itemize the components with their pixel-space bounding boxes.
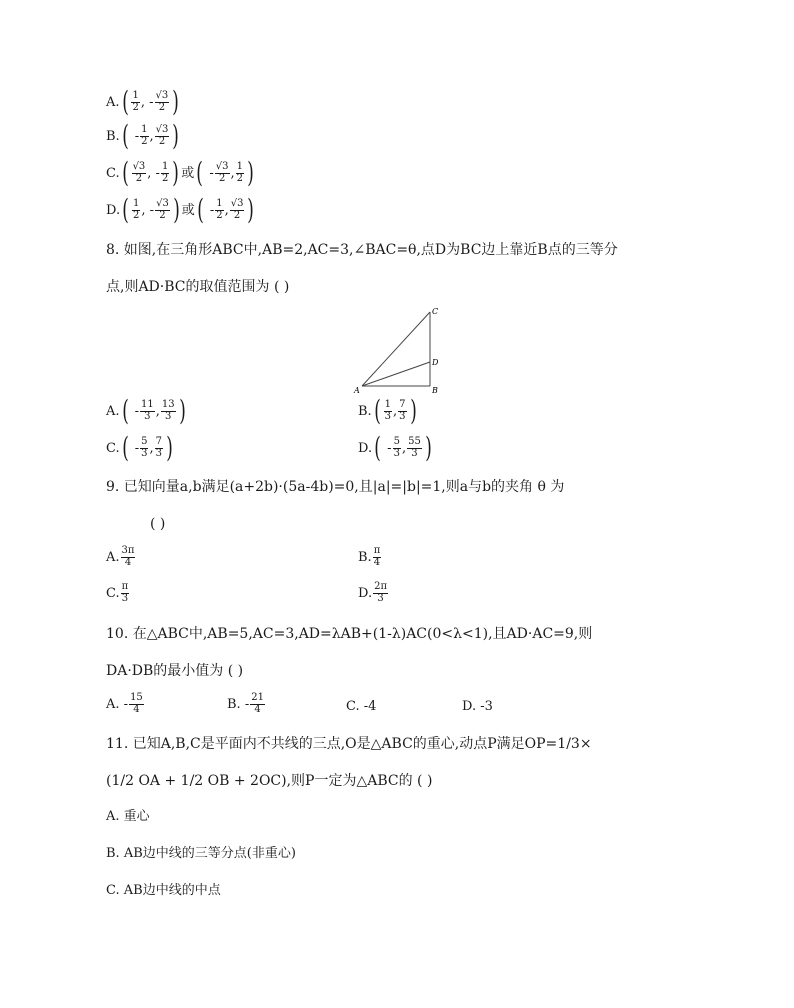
option-label: C. — [106, 883, 120, 898]
q10-stem-line1: 10. 在△ABC中,AB=5,AC=3,AD=λAB+(1-λ)AC(0<λ<1),且AD·AC=9,则 — [106, 626, 593, 642]
paren: ) — [247, 156, 254, 189]
q7-option-d: D. ( $\frac{1}{2}$ , - $\frac{√3}{2}$ ) 或 ( - $\frac{1}{2}$ , $\frac{√3}{2}$ ) — [106, 193, 255, 226]
q7-option-c: C. ( $\frac{√3}{2}$ , - $\frac{1}{2}$ ) 或 ( - $\frac{√3}{2}$ , $\frac{1}{2}$ ) — [106, 156, 254, 189]
q10-option-b: B. - $\frac{21}{4}$ — [227, 692, 264, 715]
label-d: D — [432, 358, 439, 367]
fraction: $\frac{√3}{2}$ — [155, 124, 169, 147]
option-label: C. — [346, 699, 360, 714]
option-value: -3 — [480, 699, 493, 714]
label-b: B — [432, 386, 438, 394]
q8-option-d: D. ( - $\frac{5}{3}$ , $\frac{55}{3}$ ) — [358, 431, 432, 464]
fraction: $\frac{1}{3}$ — [384, 399, 391, 422]
label-c: C — [432, 307, 439, 316]
q9-option-b — [358, 546, 382, 568]
option-text: 重心 — [123, 809, 150, 824]
option-label: C. — [106, 585, 120, 601]
q10-option-d — [462, 700, 493, 713]
q7-option-a: A. ( $\frac{1}{2}$ , - $\frac{√3}{2}$ ) — [106, 85, 179, 118]
paren: ) — [166, 431, 173, 464]
paren: ) — [425, 431, 432, 464]
option-text: AB边中线的中点 — [123, 883, 221, 898]
option-label: B. — [227, 696, 241, 712]
paren: ( — [121, 431, 129, 464]
q9-option-d — [358, 582, 389, 604]
option-label: D. — [358, 585, 373, 601]
fraction: $\frac{21}{4}$ — [251, 692, 264, 715]
fraction: $\frac{1}{2}$ — [161, 161, 169, 184]
option-label: D. — [106, 202, 121, 218]
q11-option-c — [106, 884, 221, 897]
option-value: -4 — [363, 699, 377, 714]
paren: ( — [373, 394, 381, 427]
q10-option-a: A. - $\frac{15}{4}$ — [106, 692, 143, 715]
paren: ( — [122, 193, 129, 226]
fraction: $\frac{7}{3}$ — [155, 436, 162, 459]
q8-option-b: B. ( $\frac{1}{3}$ , $\frac{7}{3}$ ) — [358, 394, 417, 427]
option-label: A. — [106, 809, 120, 824]
fraction: $\frac{1}{2}$ — [216, 198, 223, 221]
paren: ) — [178, 394, 186, 427]
q9-option-c — [106, 582, 130, 604]
fraction: $\frac{55}{3}$ — [408, 436, 421, 459]
fraction: $\frac{2\pi}{3}$ — [374, 581, 388, 604]
option-label: B. — [358, 549, 372, 565]
q11-option-a — [106, 810, 150, 823]
fraction: $\frac{15}{4}$ — [130, 692, 143, 715]
fraction: $\frac{√3}{2}$ — [155, 90, 169, 113]
q8-option-a: A. ( - $\frac{11}{3}$ , $\frac{13}{3}$ ) — [106, 394, 186, 427]
fraction: $\frac{\pi}{4}$ — [373, 545, 381, 568]
paren: ( — [121, 394, 129, 427]
q10-option-c — [346, 700, 376, 713]
fraction: $\frac{1}{2}$ — [133, 198, 140, 221]
paren: ) — [172, 156, 180, 189]
option-label: C. — [106, 440, 120, 456]
fraction: $\frac{√3}{2}$ — [132, 161, 146, 184]
fraction: $\frac{1}{2}$ — [236, 161, 244, 184]
option-label: C. — [106, 165, 120, 181]
fraction: $\frac{√3}{2}$ — [215, 161, 229, 184]
option-label: A. — [106, 549, 120, 565]
fraction: $\frac{13}{3}$ — [161, 399, 175, 422]
q8-stem-line2: 点,则AD·BC的取值范围为 ( ) — [106, 279, 290, 295]
paren: ( — [121, 119, 129, 152]
paren: ( — [121, 156, 129, 189]
q9-stem-line1: 9. 已知向量a,b满足(a+2b)·(5a-4b)=0,且|a|=|b|=1,则a与b的夹角 θ 为 — [106, 479, 565, 495]
option-label: A. — [106, 403, 120, 419]
paren: ( — [196, 156, 204, 189]
q7-option-b: B. ( - $\frac{1}{2}$ , $\frac{√3}{2}$ ) — [106, 119, 180, 152]
option-text: AB边中线的三等分点(非重心) — [123, 846, 296, 861]
fraction: $\frac{1}{2}$ — [141, 124, 148, 147]
paren: ) — [247, 193, 255, 226]
q10-stem-line2: DA·DB的最小值为 ( ) — [106, 663, 244, 679]
q9-stem-line2: ( ) — [150, 516, 166, 532]
paren: ( — [121, 85, 129, 118]
option-label: A. — [106, 94, 120, 110]
triangle-figure — [352, 302, 442, 394]
option-label: B. — [106, 846, 120, 861]
paren: ) — [409, 394, 417, 427]
option-label: B. — [106, 128, 120, 144]
paren: ) — [172, 85, 179, 118]
q8-stem-line1: 8. 如图,在三角形ABC中,AB=2,AC=3,∠BAC=θ,点D为BC边上靠近B点的三等分 — [106, 242, 618, 258]
fraction: $\frac{5}{3}$ — [141, 436, 148, 459]
paren: ( — [374, 431, 381, 464]
q9-option-a — [106, 546, 136, 568]
q11-option-b — [106, 847, 296, 860]
fraction: $\frac{√3}{2}$ — [230, 198, 244, 221]
fraction: $\frac{√3}{2}$ — [156, 198, 169, 221]
paren: ) — [172, 119, 180, 152]
fraction: $\frac{3\pi}{4}$ — [121, 545, 135, 568]
fraction: $\frac{11}{3}$ — [141, 399, 154, 422]
option-label: B. — [358, 403, 372, 419]
label-a: A — [354, 386, 360, 394]
fraction: $\frac{5}{3}$ — [393, 436, 400, 459]
option-label: D. — [462, 699, 477, 714]
q11-stem-line2: (1/2 OA + 1/2 OB + 2OC),则P一定为△ABC的 ( ) — [106, 773, 433, 789]
paren: ) — [173, 193, 180, 226]
q11-stem-line1: 11. 已知A,B,C是平面内不共线的三点,O是△ABC的重心,动点P满足OP=1/3× — [106, 736, 592, 752]
fraction: $\frac{\pi}{3}$ — [121, 581, 129, 604]
fraction: $\frac{1}{2}$ — [132, 90, 139, 113]
fraction: $\frac{7}{3}$ — [399, 399, 406, 422]
option-label: D. — [358, 440, 373, 456]
option-label: A. — [106, 696, 120, 712]
q8-option-c: C. ( - $\frac{5}{3}$ , $\frac{7}{3}$ ) — [106, 431, 173, 464]
paren: ( — [196, 193, 204, 226]
